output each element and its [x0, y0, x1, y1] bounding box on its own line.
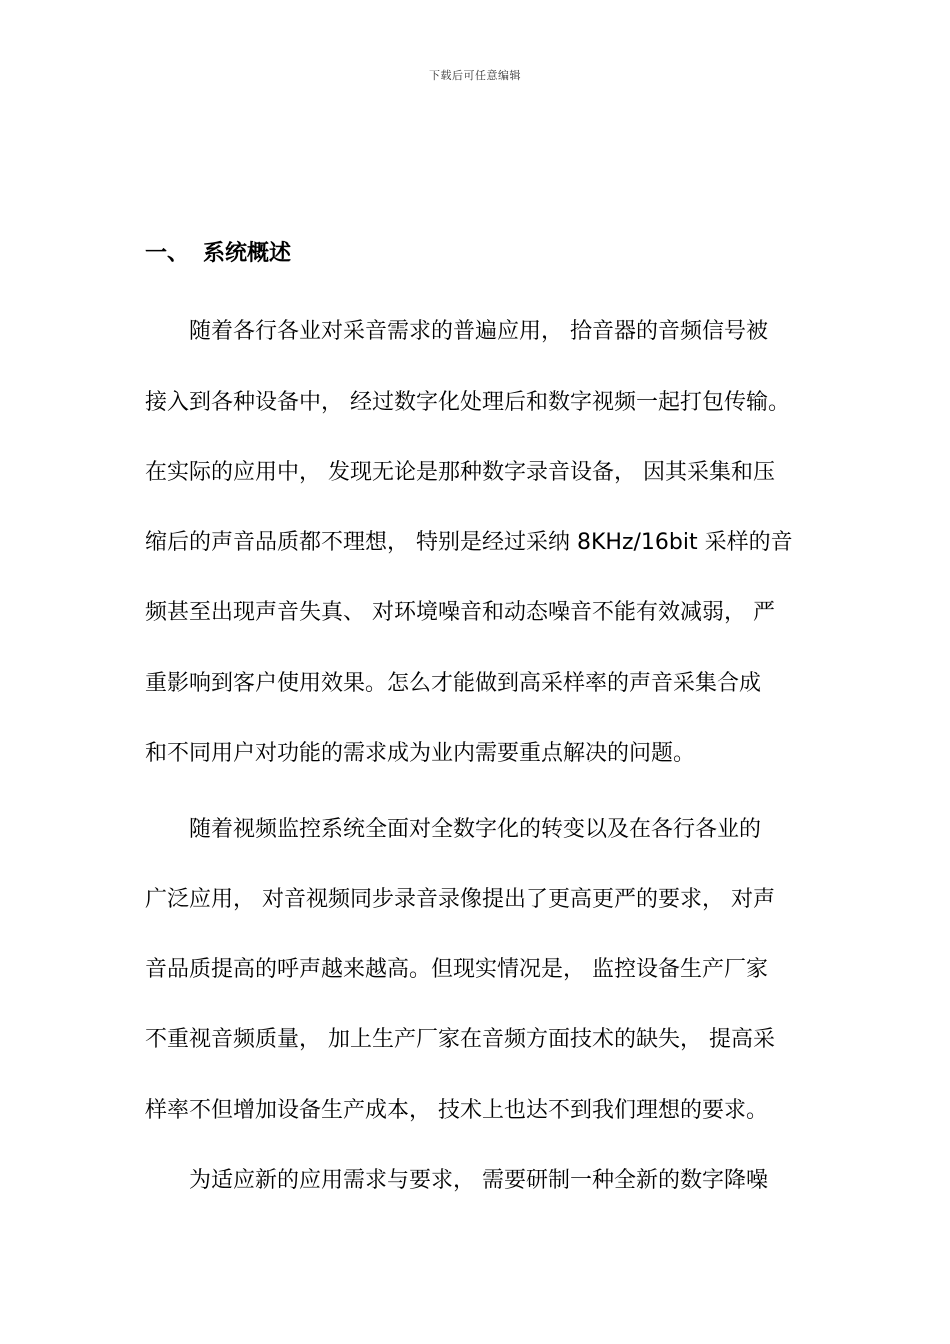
- paragraph-1-line-6: 重影响到客户使用效果。怎么才能做到高采样率的声音采集合成: [145, 671, 762, 696]
- section-title: 系统概述: [203, 241, 292, 266]
- paragraph-1-line-2: 接入到各种设备中， 经过数字化处理后和数字视频一起打包传输。: [145, 390, 790, 415]
- paragraph-1-line-5: 频甚至出现声音失真、 对环境噪音和动态噪音不能有效减弱， 严: [145, 600, 775, 625]
- paragraph-1-line-3: 在实际的应用中， 发现无论是那种数字录音设备， 因其采集和压: [145, 460, 775, 485]
- section-heading: [145, 236, 291, 267]
- paragraph-1-line-4: 缩后的声音品质都不理想， 特别是经过采纳 8KHz/16bit 采样的音: [145, 530, 793, 555]
- paragraph-1-line-1: 随着各行各业对采音需求的普遍应用， 拾音器的音频信号被: [189, 319, 768, 344]
- paragraph-1-line-7: 和不同用户对功能的需求成为业内需要重点解决的问题。: [145, 741, 696, 766]
- header-note: 下载后可任意编辑: [429, 69, 521, 82]
- paragraph-2-line-5: 样率不但增加设备生产成本， 技术上也达不到我们理想的要求。: [145, 1098, 768, 1123]
- paragraph-3-line-1: 为适应新的应用需求与要求， 需要研制一种全新的数字降噪: [189, 1168, 768, 1193]
- paragraph-2-line-3: 音品质提高的呼声越来越高。但现实情况是， 监控设备生产厂家: [145, 957, 768, 982]
- paragraph-2-line-4: 不重视音频质量， 加上生产厂家在音频方面技术的缺失， 提高采: [145, 1027, 775, 1052]
- section-number: 一、: [145, 241, 190, 266]
- paragraph-2-line-2: 广泛应用， 对音视频同步录音录像提出了更高更严的要求， 对声: [145, 887, 775, 912]
- paragraph-2-line-1: 随着视频监控系统全面对全数字化的转变以及在各行各业的: [189, 817, 762, 842]
